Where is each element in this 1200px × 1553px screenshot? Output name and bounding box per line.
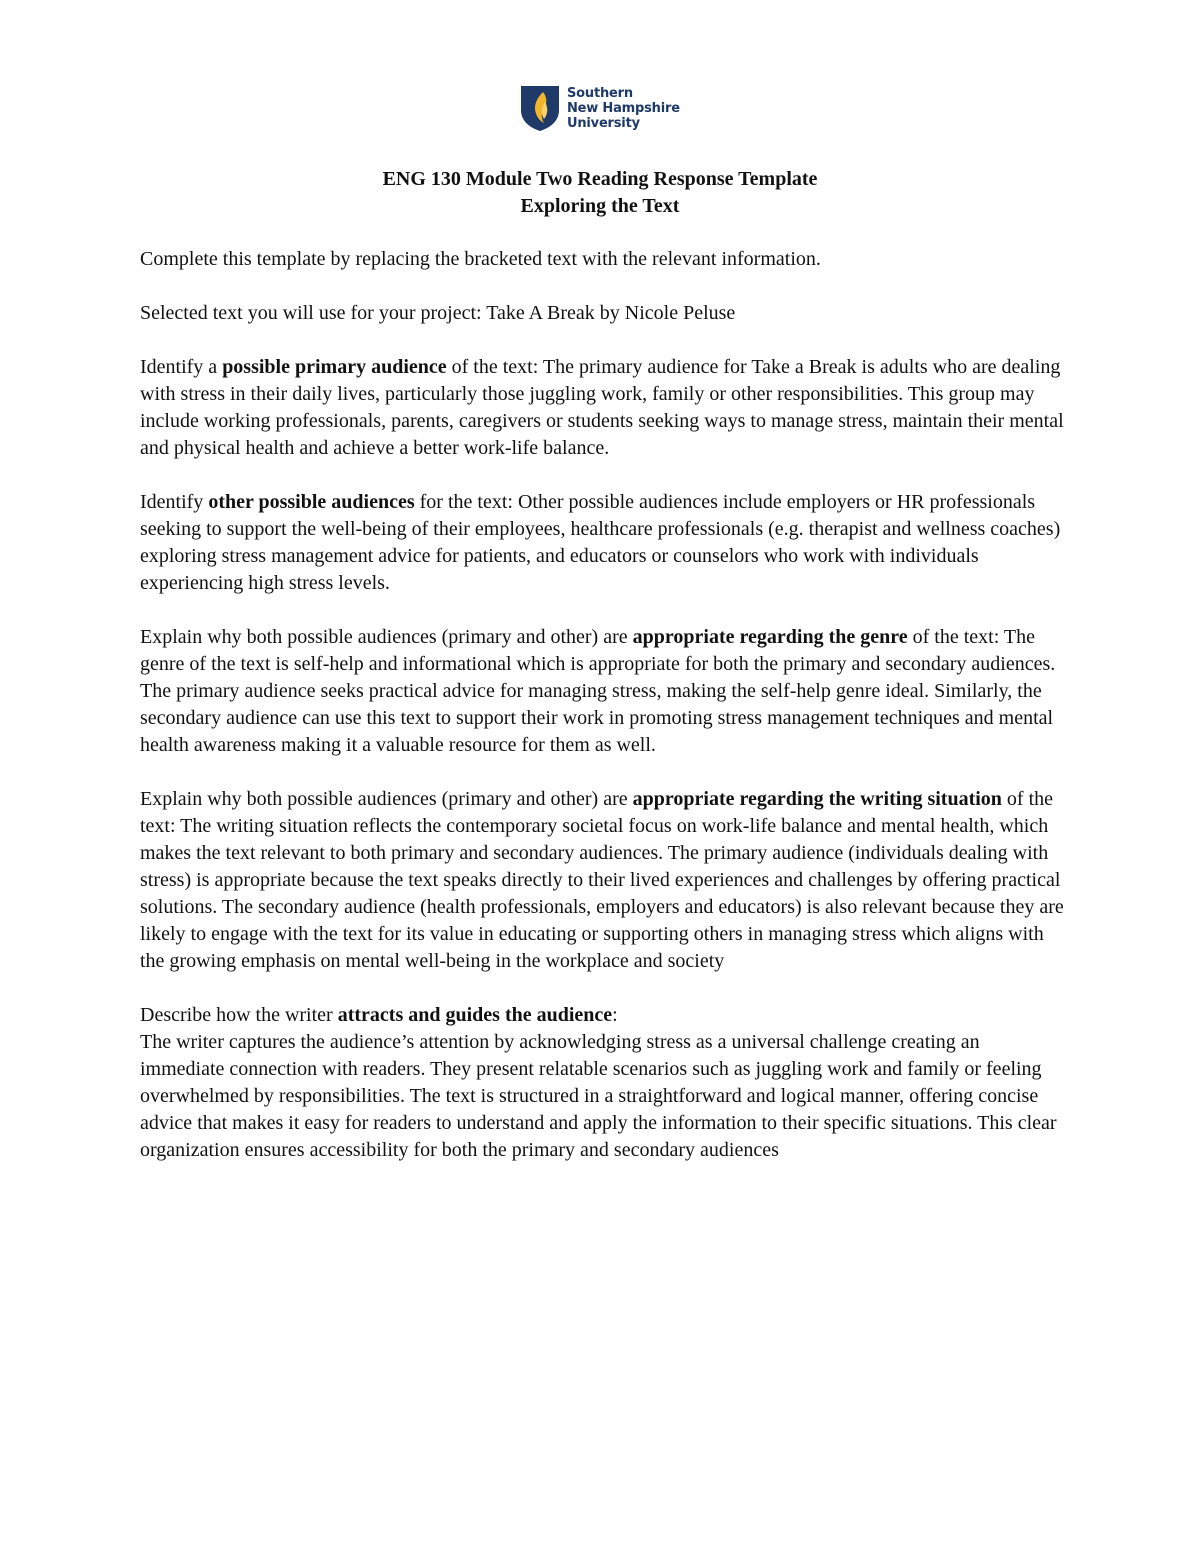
instructions-paragraph: Complete this template by replacing the bracketed text with the relevant information. <box>140 248 821 270</box>
university-logo <box>519 84 699 134</box>
genre-paragraph <box>140 624 1065 759</box>
primary-audience-body: of the text: The primary audience for Take a Break is adults who are dealing with stress in their daily lives, particularly those juggling work, family or other responsibilities. This group may include working professionals, parents, caregivers or students seeking ways to manage stress, maintain their mental and physical health and achieve a better work-life balance. <box>140 356 1064 459</box>
primary-audience-prefix: Identify a <box>140 356 223 378</box>
logo-line-3: University <box>567 116 640 131</box>
title-line-2: Exploring the Text <box>520 195 680 217</box>
attracts-body: The writer captures the audience’s attention by acknowledging stress as a universal challenge creating an immediate connection with readers. They present relatable scenarios such as juggling work and family or feeling overwhelmed by responsibilities. The text is structured in a straightforward and logical manner, offering concise advice that makes it easy for readers to understand and apply the information to their specific situations. This clear organization ensures accessibility for both the primary and secondary audiences <box>140 1031 1057 1161</box>
writing-situation-paragraph <box>140 786 1065 975</box>
logo-wordmark <box>567 86 680 131</box>
attracts-paragraph <box>140 1002 1065 1164</box>
title-line-1: ENG 130 Module Two Reading Response Template <box>382 168 818 190</box>
document-body <box>140 246 1065 1164</box>
other-audiences-term: other possible audiences <box>208 491 415 513</box>
writing-situation-prefix: Explain why both possible audiences (primary and other) are <box>140 788 633 810</box>
logo-line-2: New Hampshire <box>567 101 680 116</box>
other-audiences-prefix: Identify <box>140 491 209 513</box>
other-audiences-body: for the text: Other possible audiences include employers or HR professionals seeking to support the well-being of their employees, healthcare professionals (e.g. therapist and wellness coaches) exploring stress management advice for patients, and educators or counselors who work with individuals experiencing high stress levels. <box>140 491 1061 594</box>
other-audiences-paragraph <box>140 489 1065 597</box>
genre-prefix: Explain why both possible audiences (primary and other) are <box>140 626 633 648</box>
primary-audience-term: possible primary audience <box>222 356 447 378</box>
writing-situation-body: of the text: The writing situation reflects the contemporary societal focus on work-life balance and mental health, which makes the text relevant to both primary and secondary audiences. The primary audience (individuals dealing with stress) is appropriate because the text speaks directly to their lived experiences and challenges by offering practical solutions. The secondary audience (health professionals, employers and educators) is also relevant because they are likely to engage with the text for its value in educating or supporting others in managing stress which aligns with the growing emphasis on mental well-being in the workplace and society <box>140 788 1064 972</box>
genre-term: appropriate regarding the genre <box>632 626 908 648</box>
logo-line-1: Southern <box>567 86 633 101</box>
attracts-suffix: : <box>612 1004 618 1026</box>
selected-text-paragraph: Selected text you will use for your project: Take A Break by Nicole Peluse <box>140 302 736 324</box>
writing-situation-term: appropriate regarding the writing situation <box>632 788 1002 810</box>
primary-audience-paragraph <box>140 354 1065 462</box>
flame-shield-icon <box>519 84 561 132</box>
genre-body: of the text: The genre of the text is self-help and informational which is appropriate for both the primary and secondary audiences. The primary audience seeks practical advice for managing stress, making the self-help genre ideal. Similarly, the secondary audience can use this text to support their work in promoting stress management techniques and mental health awareness making it a valuable resource for them as well. <box>140 626 1056 756</box>
attracts-term: attracts and guides the audience <box>337 1004 613 1026</box>
attracts-prefix: Describe how the writer <box>140 1004 338 1026</box>
document-title <box>140 166 1060 220</box>
